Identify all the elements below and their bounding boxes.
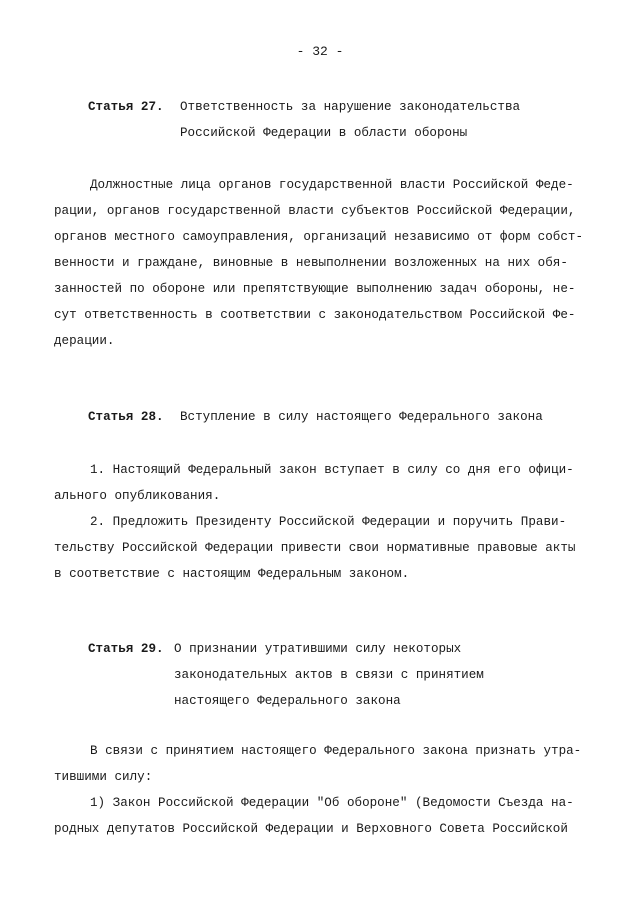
article-28-body bbox=[54, 457, 594, 587]
body-line: 1. Настоящий Федеральный закон вступает в силу со дня его офици- bbox=[90, 463, 574, 477]
body-line: 1) Закон Российской Федерации "Об обороне" (Ведомости Съезда на- bbox=[90, 796, 574, 810]
body-line: рации, органов государственной власти субъектов Российской Федерации, bbox=[54, 204, 576, 218]
article-27-heading bbox=[88, 94, 598, 146]
article-title bbox=[174, 636, 598, 714]
body-line: сут ответственность в соответствии с законодательством Российской Фе- bbox=[54, 308, 576, 322]
article-title bbox=[180, 404, 598, 430]
article-label: Статья 29. bbox=[88, 642, 164, 656]
article-title-line: настоящего Федерального закона bbox=[174, 694, 401, 708]
article-label: Статья 28. bbox=[88, 410, 164, 424]
body-line: родных депутатов Российской Федерации и Верховного Совета Российской bbox=[54, 822, 568, 836]
article-title-line: законодательных актов в связи с принятием bbox=[174, 668, 484, 682]
article-title-line: О признании утратившими силу некоторых bbox=[174, 642, 462, 656]
body-line: ального опубликования. bbox=[54, 489, 221, 503]
body-line: в соответствие с настоящим Федеральным законом. bbox=[54, 567, 410, 581]
body-line: В связи с принятием настоящего Федерального закона признать утра- bbox=[90, 744, 582, 758]
article-29-body bbox=[54, 738, 594, 842]
article-29-heading bbox=[88, 636, 598, 714]
body-line: тившими силу: bbox=[54, 770, 153, 784]
body-line: дерации. bbox=[54, 334, 115, 348]
article-title-line: Вступление в силу настоящего Федерального закона bbox=[180, 410, 543, 424]
article-27-body bbox=[54, 172, 594, 354]
article-28-heading bbox=[88, 404, 598, 430]
body-line: занностей по обороне или препятствующие выполнению задач обороны, не- bbox=[54, 282, 576, 296]
page-number: - 32 - bbox=[296, 44, 344, 59]
body-line: венности и граждане, виновные в невыполнении возложенных на них обя- bbox=[54, 256, 568, 270]
article-title bbox=[180, 94, 598, 146]
body-line: Должностные лица органов государственной власти Российской Феде- bbox=[90, 178, 574, 192]
article-label: Статья 27. bbox=[88, 100, 164, 114]
body-line: органов местного самоуправления, организаций независимо от форм собст- bbox=[54, 230, 584, 244]
article-title-line: Российской Федерации в области обороны bbox=[180, 126, 468, 140]
article-title-line: Ответственность за нарушение законодательства bbox=[180, 100, 521, 114]
body-line: 2. Предложить Президенту Российской Федерации и поручить Прави- bbox=[90, 515, 567, 529]
body-line: тельству Российской Федерации привести свои нормативные правовые акты bbox=[54, 541, 576, 555]
